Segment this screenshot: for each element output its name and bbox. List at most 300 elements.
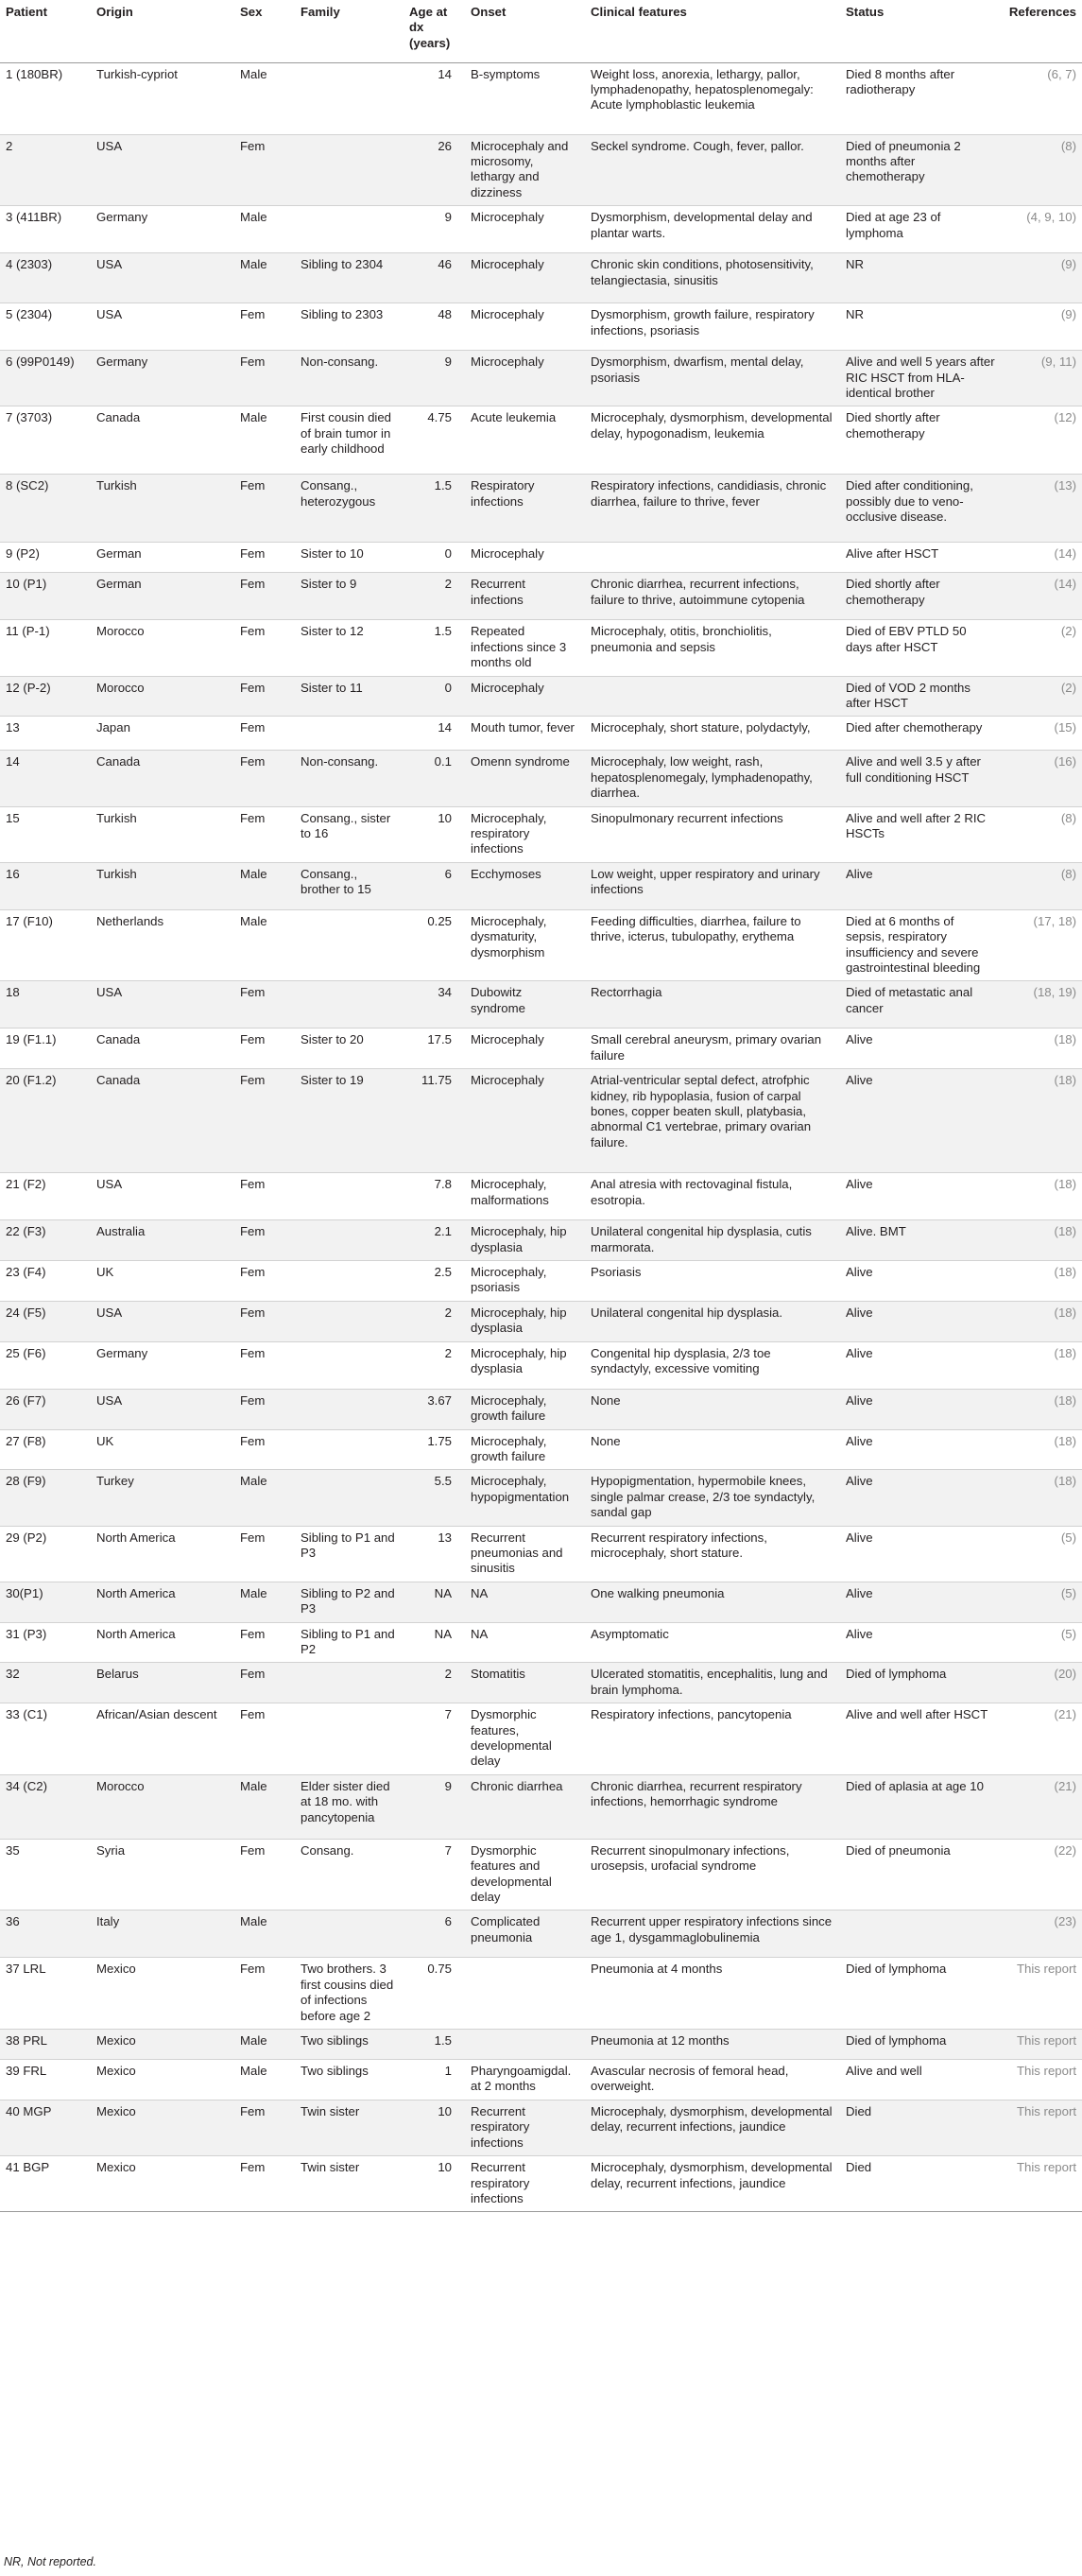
cell-origin: UK [91,1429,234,1470]
cell-origin: UK [91,1261,234,1302]
cell-patient: 27 (F8) [0,1429,91,1470]
cell-origin: Mexico [91,2100,234,2155]
cell-onset: Respiratory infections [465,475,585,543]
cell-origin: Italy [91,1910,234,1958]
cell-age-at-dx: 2 [404,1663,465,1703]
cell-sex: Fem [234,134,295,206]
cell-references: (18) [1001,1301,1082,1341]
cell-references: (2) [1001,620,1082,676]
cell-origin: USA [91,303,234,351]
cell-sex: Fem [234,620,295,676]
cell-origin: Turkey [91,1470,234,1526]
cell-references: (5) [1001,1582,1082,1622]
cell-family: Sibling to P1 and P2 [295,1622,404,1663]
cell-sex: Male [234,1470,295,1526]
cell-onset: Mouth tumor, fever [465,717,585,751]
cell-age-at-dx: 9 [404,1774,465,1839]
cell-age-at-dx: 2.5 [404,1261,465,1302]
cell-origin: Turkish [91,862,234,909]
cell-clinical-features: Microcephaly, dysmorphism, developmental delay, hypogonadism, leukemia [585,406,840,475]
table-row [0,543,1082,573]
cell-references: (18) [1001,1429,1082,1470]
cell-references: (20) [1001,1663,1082,1703]
cell-sex: Male [234,909,295,981]
cell-age-at-dx: 1.75 [404,1429,465,1470]
table-row [0,1389,1082,1429]
cell-clinical-features: Respiratory infections, candidiasis, chronic diarrhea, failure to thrive, fever [585,475,840,543]
cell-sex: Fem [234,2100,295,2155]
cell-origin: Turkish [91,806,234,862]
cell-clinical-features: Hypopigmentation, hypermobile knees, single palmar crease, 2/3 toe syndactyly, sandal gap [585,1470,840,1526]
header-clinical-features: Clinical features [585,0,840,62]
cell-clinical-features: Recurrent respiratory infections, microcephaly, short stature. [585,1526,840,1582]
cell-status: Died [840,2100,1001,2155]
cell-onset: Dysmorphic features, developmental delay [465,1703,585,1775]
cell-family: Sister to 12 [295,620,404,676]
cell-patient: 5 (2304) [0,303,91,351]
table-row [0,475,1082,543]
cell-age-at-dx: 5.5 [404,1470,465,1526]
cell-references: This report [1001,1958,1082,2030]
table-row [0,1173,1082,1220]
cell-family: Sibling to P1 and P3 [295,1526,404,1582]
cell-sex: Fem [234,1958,295,2030]
cell-references: (16) [1001,751,1082,806]
cell-sex: Fem [234,303,295,351]
cell-origin: African/Asian descent [91,1703,234,1775]
cell-clinical-features: Dysmorphism, developmental delay and plantar warts. [585,206,840,253]
cell-family [295,1301,404,1341]
cell-references: This report [1001,2060,1082,2101]
cell-patient: 36 [0,1910,91,1958]
cell-references: (18) [1001,1389,1082,1429]
cell-onset: NA [465,1622,585,1663]
cell-onset: Microcephaly [465,253,585,303]
cell-references: (14) [1001,573,1082,620]
table-row [0,981,1082,1029]
cell-age-at-dx: 0.75 [404,1958,465,2030]
cell-onset: Recurrent respiratory infections [465,2100,585,2155]
cell-onset [465,2030,585,2060]
cell-patient: 16 [0,862,91,909]
cell-onset: Microcephaly, hip dysplasia [465,1341,585,1389]
cell-family: Non-consang. [295,351,404,406]
header-origin: Origin [91,0,234,62]
cell-onset: Microcephaly, psoriasis [465,1261,585,1302]
cell-patient: 14 [0,751,91,806]
cell-family [295,1429,404,1470]
cell-status: Died 8 months after radiotherapy [840,62,1001,134]
cell-family: Consang., sister to 16 [295,806,404,862]
table-row [0,1526,1082,1582]
cell-references: (5) [1001,1622,1082,1663]
cell-sex: Male [234,206,295,253]
cell-origin: Canada [91,406,234,475]
cell-status: NR [840,303,1001,351]
cell-age-at-dx: NA [404,1582,465,1622]
cell-clinical-features: One walking pneumonia [585,1582,840,1622]
cell-age-at-dx: NA [404,1622,465,1663]
table-row [0,1429,1082,1470]
table-row [0,1220,1082,1261]
cell-clinical-features [585,543,840,573]
cell-status: Died after chemotherapy [840,717,1001,751]
cell-origin: USA [91,1173,234,1220]
cell-references: (4, 9, 10) [1001,206,1082,253]
cell-onset [465,1958,585,2030]
cell-sex: Male [234,406,295,475]
cell-origin: North America [91,1582,234,1622]
cell-origin: North America [91,1526,234,1582]
cell-sex: Fem [234,1029,295,1069]
cell-origin: Germany [91,1341,234,1389]
cell-patient: 21 (F2) [0,1173,91,1220]
header-status: Status [840,0,1001,62]
header-row [0,0,1082,62]
cell-clinical-features: Respiratory infections, pancytopenia [585,1703,840,1775]
cell-family [295,134,404,206]
cell-family: Sister to 11 [295,676,404,717]
cell-age-at-dx: 11.75 [404,1069,465,1173]
cell-onset: Microcephaly, respiratory infections [465,806,585,862]
cell-origin: USA [91,1389,234,1429]
cell-family [295,1663,404,1703]
cell-patient: 12 (P-2) [0,676,91,717]
cell-sex: Fem [234,1703,295,1775]
cell-clinical-features: Pneumonia at 4 months [585,1958,840,2030]
header-family: Family [295,0,404,62]
cell-status: Alive [840,1389,1001,1429]
cell-age-at-dx: 2 [404,1301,465,1341]
cell-status: Alive [840,1429,1001,1470]
table-row [0,1341,1082,1389]
cell-origin: Canada [91,751,234,806]
table-row [0,1301,1082,1341]
cell-status: Died of metastatic anal cancer [840,981,1001,1029]
cell-patient: 29 (P2) [0,1526,91,1582]
table-row [0,303,1082,351]
cell-family: Sibling to P2 and P3 [295,1582,404,1622]
cell-sex: Male [234,2030,295,2060]
cell-patient: 6 (99P0149) [0,351,91,406]
cell-origin: North America [91,1622,234,1663]
cell-sex: Fem [234,351,295,406]
cell-age-at-dx: 1.5 [404,620,465,676]
cell-references: (6, 7) [1001,62,1082,134]
cell-age-at-dx: 9 [404,351,465,406]
cell-onset: Microcephaly, malformations [465,1173,585,1220]
cell-onset: Microcephaly, dysmaturity, dysmorphism [465,909,585,981]
table-row [0,406,1082,475]
cell-origin: Netherlands [91,909,234,981]
cell-references: (21) [1001,1703,1082,1775]
cell-onset: Microcephaly [465,303,585,351]
cell-age-at-dx: 2.1 [404,1220,465,1261]
cell-status: Alive [840,1622,1001,1663]
table-row [0,1261,1082,1302]
cell-family [295,1703,404,1775]
table-row [0,806,1082,862]
cell-age-at-dx: 0.1 [404,751,465,806]
cell-onset: Microcephaly and microsomy, lethargy and dizziness [465,134,585,206]
cell-references: (14) [1001,543,1082,573]
table-row [0,2156,1082,2212]
cell-age-at-dx: 17.5 [404,1029,465,1069]
cell-family [295,206,404,253]
cell-clinical-features: Rectorrhagia [585,981,840,1029]
cell-clinical-features: Recurrent sinopulmonary infections, urosepsis, urofacial syndrome [585,1839,840,1910]
cell-sex: Fem [234,717,295,751]
cell-clinical-features: None [585,1429,840,1470]
cell-sex: Male [234,862,295,909]
cell-family: First cousin died of brain tumor in early childhood [295,406,404,475]
table-row [0,1470,1082,1526]
cell-family: Consang. [295,1839,404,1910]
cell-references: (9) [1001,303,1082,351]
cell-origin: Mexico [91,2060,234,2101]
cell-clinical-features: Chronic diarrhea, recurrent infections, failure to thrive, autoimmune cytopenia [585,573,840,620]
cell-references: This report [1001,2100,1082,2155]
cell-origin: Turkish [91,475,234,543]
header-sex: Sex [234,0,295,62]
cell-sex: Fem [234,1069,295,1173]
table-row [0,1663,1082,1703]
cell-onset: Stomatitis [465,1663,585,1703]
cell-status: Alive and well after 2 RIC HSCTs [840,806,1001,862]
cell-family [295,1389,404,1429]
cell-sex: Fem [234,475,295,543]
cell-sex: Fem [234,543,295,573]
cell-clinical-features: Feeding difficulties, diarrhea, failure to thrive, icterus, tubulopathy, erythema [585,909,840,981]
cell-status: Alive and well [840,2060,1001,2101]
table-row [0,620,1082,676]
table-row [0,2030,1082,2060]
table-row [0,1582,1082,1622]
cell-clinical-features: Dysmorphism, growth failure, respiratory infections, psoriasis [585,303,840,351]
cell-clinical-features: Microcephaly, low weight, rash, hepatosplenomegaly, lymphadenopathy, diarrhea. [585,751,840,806]
cell-patient: 20 (F1.2) [0,1069,91,1173]
cell-sex: Fem [234,1839,295,1910]
cell-sex: Fem [234,2156,295,2212]
cell-clinical-features: Dysmorphism, dwarfism, mental delay, psoriasis [585,351,840,406]
cell-status: Alive and well after HSCT [840,1703,1001,1775]
cell-references: (23) [1001,1910,1082,1958]
table-row [0,2100,1082,2155]
cell-origin: Morocco [91,676,234,717]
cell-status: Died shortly after chemotherapy [840,406,1001,475]
cell-family [295,1910,404,1958]
cell-references: This report [1001,2156,1082,2212]
cell-age-at-dx: 34 [404,981,465,1029]
cell-family [295,717,404,751]
cell-age-at-dx: 7 [404,1839,465,1910]
table-row [0,1774,1082,1839]
cell-onset: Microcephaly [465,676,585,717]
cell-status: Died of pneumonia 2 months after chemotherapy [840,134,1001,206]
cell-patient: 39 FRL [0,2060,91,2101]
cell-sex: Male [234,253,295,303]
header-patient: Patient [0,0,91,62]
cell-origin: Canada [91,1069,234,1173]
cell-age-at-dx: 0 [404,676,465,717]
cell-clinical-features: Congenital hip dysplasia, 2/3 toe syndactyly, excessive vomiting [585,1341,840,1389]
cell-patient: 28 (F9) [0,1470,91,1526]
cell-patient: 32 [0,1663,91,1703]
cell-onset: Microcephaly [465,206,585,253]
cell-origin: German [91,543,234,573]
cell-sex: Fem [234,1663,295,1703]
cell-patient: 41 BGP [0,2156,91,2212]
cell-sex: Fem [234,1261,295,1302]
cell-references: (21) [1001,1774,1082,1839]
cell-onset: Recurrent respiratory infections [465,2156,585,2212]
table-row [0,253,1082,303]
cell-family [295,1220,404,1261]
cell-clinical-features: None [585,1389,840,1429]
cell-clinical-features: Microcephaly, short stature, polydactyly, [585,717,840,751]
cell-family [295,1173,404,1220]
cell-status: Alive [840,1069,1001,1173]
cell-sex: Male [234,1910,295,1958]
cell-patient: 24 (F5) [0,1301,91,1341]
cell-age-at-dx: 48 [404,303,465,351]
cell-origin: Syria [91,1839,234,1910]
cell-origin: Turkish-cypriot [91,62,234,134]
cell-clinical-features: Chronic skin conditions, photosensitivity, telangiectasia, sinusitis [585,253,840,303]
cell-patient: 25 (F6) [0,1341,91,1389]
cell-sex: Fem [234,676,295,717]
cell-family: Twin sister [295,2156,404,2212]
table-row [0,1910,1082,1958]
table-row [0,573,1082,620]
cell-references: (13) [1001,475,1082,543]
table-row [0,62,1082,134]
cell-origin: Mexico [91,2030,234,2060]
cell-family [295,981,404,1029]
cell-age-at-dx: 9 [404,206,465,253]
cell-sex: Fem [234,1173,295,1220]
cell-clinical-features: Asymptomatic [585,1622,840,1663]
cell-age-at-dx: 1.5 [404,475,465,543]
table-row [0,2060,1082,2101]
cell-family: Consang., brother to 15 [295,862,404,909]
table-row [0,134,1082,206]
cell-patient: 13 [0,717,91,751]
cell-clinical-features: Ulcerated stomatitis, encephalitis, lung and brain lymphoma. [585,1663,840,1703]
cell-origin: Japan [91,717,234,751]
cell-onset: Microcephaly, hypopigmentation [465,1470,585,1526]
cell-clinical-features: Unilateral congenital hip dysplasia. [585,1301,840,1341]
cell-patient: 31 (P3) [0,1622,91,1663]
table-row [0,862,1082,909]
table-row [0,1069,1082,1173]
cell-family: Two siblings [295,2060,404,2101]
cell-onset: Microcephaly, growth failure [465,1389,585,1429]
cell-references: (15) [1001,717,1082,751]
cell-clinical-features: Microcephaly, dysmorphism, developmental delay, recurrent infections, jaundice [585,2156,840,2212]
cell-onset: Acute leukemia [465,406,585,475]
table-row [0,1703,1082,1775]
cell-references: (12) [1001,406,1082,475]
cell-origin: Mexico [91,2156,234,2212]
cell-family [295,909,404,981]
cell-clinical-features: Recurrent upper respiratory infections since age 1, dysgammaglobulinemia [585,1910,840,1958]
cell-age-at-dx: 4.75 [404,406,465,475]
table-row [0,206,1082,253]
cell-family [295,62,404,134]
cell-onset: B-symptoms [465,62,585,134]
header-onset: Onset [465,0,585,62]
cell-status: Alive [840,1341,1001,1389]
cell-onset: Microcephaly [465,543,585,573]
cell-references: (18) [1001,1261,1082,1302]
table-row [0,751,1082,806]
cell-sex: Fem [234,1220,295,1261]
cell-patient: 38 PRL [0,2030,91,2060]
cell-status: Alive [840,1029,1001,1069]
cell-sex: Fem [234,981,295,1029]
cell-sex: Fem [234,806,295,862]
cell-patient: 8 (SC2) [0,475,91,543]
cell-origin: Belarus [91,1663,234,1703]
cell-sex: Fem [234,1429,295,1470]
cell-clinical-features: Unilateral congenital hip dysplasia, cutis marmorata. [585,1220,840,1261]
cell-status: Alive and well 5 years after RIC HSCT from HLA-identical brother [840,351,1001,406]
cell-family: Sister to 10 [295,543,404,573]
cell-family [295,1261,404,1302]
cell-family: Consang., heterozygous [295,475,404,543]
cell-onset: Omenn syndrome [465,751,585,806]
cell-age-at-dx: 1 [404,2060,465,2101]
cell-origin: USA [91,134,234,206]
cell-status: Died of lymphoma [840,2030,1001,2060]
table-row [0,1958,1082,2030]
cell-patient: 2 [0,134,91,206]
table-row [0,1839,1082,1910]
cell-status: Alive [840,1582,1001,1622]
cell-age-at-dx: 10 [404,2156,465,2212]
cell-patient: 1 (180BR) [0,62,91,134]
cell-sex: Male [234,62,295,134]
cell-sex: Fem [234,1301,295,1341]
table-row [0,717,1082,751]
cell-references: (17, 18) [1001,909,1082,981]
cell-age-at-dx: 0 [404,543,465,573]
cell-family: Sister to 20 [295,1029,404,1069]
cell-references: (18) [1001,1173,1082,1220]
cell-clinical-features: Seckel syndrome. Cough, fever, pallor. [585,134,840,206]
cell-patient: 26 (F7) [0,1389,91,1429]
cell-status: Alive and well 3.5 y after full conditioning HSCT [840,751,1001,806]
cell-family [295,1470,404,1526]
cell-patient: 22 (F3) [0,1220,91,1261]
cell-age-at-dx: 0.25 [404,909,465,981]
cell-onset: Complicated pneumonia [465,1910,585,1958]
cell-family: Sibling to 2304 [295,253,404,303]
cell-status: Alive [840,1526,1001,1582]
cell-clinical-features: Weight loss, anorexia, lethargy, pallor, lymphadenopathy, hepatosplenomegaly: Acute lymphoblastic leukemia [585,62,840,134]
cell-clinical-features: Pneumonia at 12 months [585,2030,840,2060]
cell-patient: 40 MGP [0,2100,91,2155]
cell-age-at-dx: 3.67 [404,1389,465,1429]
cell-patient: 7 (3703) [0,406,91,475]
cell-origin: Germany [91,351,234,406]
cell-onset: Recurrent pneumonias and sinusitis [465,1526,585,1582]
cell-patient: 9 (P2) [0,543,91,573]
table-row [0,351,1082,406]
cell-patient: 10 (P1) [0,573,91,620]
cell-age-at-dx: 7.8 [404,1173,465,1220]
